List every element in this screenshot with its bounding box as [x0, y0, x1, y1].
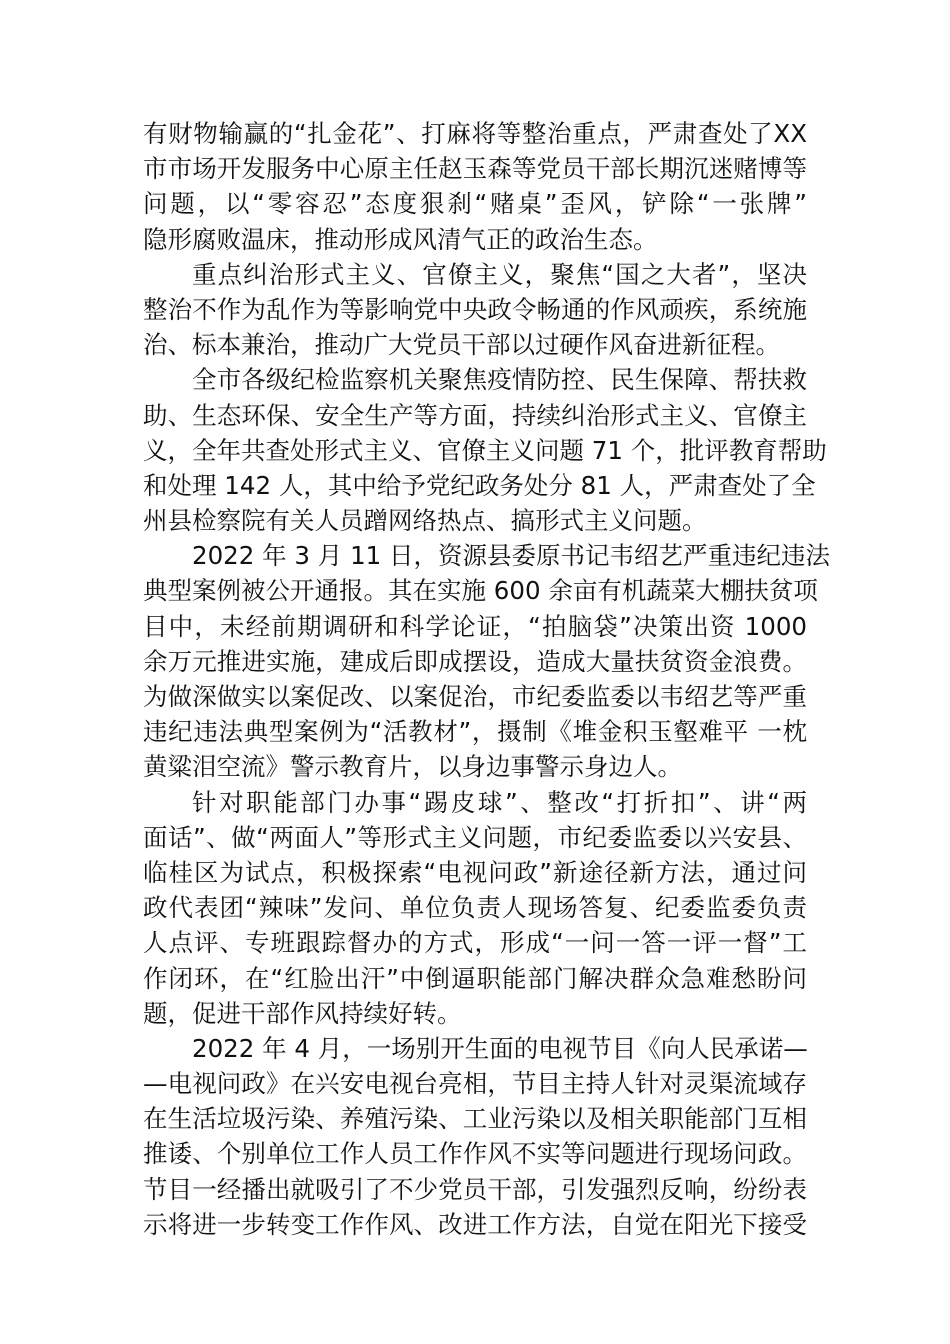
- text-line: 针对职能部门办事“踢皮球”、整改“打折扣”、讲“两: [192, 787, 807, 817]
- text-line: 目中，未经前期调研和科学论证，“拍脑袋”决策出资 1000: [143, 611, 807, 641]
- text-line: 重点纠治形式主义、官僚主义，聚焦“国之大者”，坚决: [192, 259, 807, 289]
- text-line: 义，全年共查处形式主义、官僚主义问题 71 个，批评教育帮助: [143, 435, 827, 465]
- text-line: 整治不作为乱作为等影响党中央政令畅通的作风顽疾，系统施: [143, 294, 807, 324]
- text-line: 推诿、个别单位工作人员工作作风不实等问题进行现场问政。: [143, 1139, 807, 1169]
- text-line: 治、标本兼治，推动广大党员干部以过硬作风奋进新征程。: [143, 330, 780, 360]
- text-line: 全市各级纪检监察机关聚焦疫情防控、民生保障、帮扶救: [192, 365, 807, 395]
- text-line: 2022 年 4 月，一场别开生面的电视节目《向人民承诺—: [192, 1033, 808, 1063]
- text-line: 助、生态环保、安全生产等方面，持续纠治形式主义、官僚主: [143, 400, 807, 430]
- text-line: 隐形腐败温床，推动形成风清气正的政治生态。: [143, 224, 658, 254]
- text-line: 2022 年 3 月 11 日，资源县委原书记韦绍艺严重违纪违法: [192, 541, 831, 571]
- text-line: 题，促进干部作风持续好转。: [143, 998, 462, 1028]
- text-line: 违纪违法典型案例为“活教材”，摄制《堆金积玉壑难平 一枕: [143, 717, 807, 747]
- text-line: 临桂区为试点，积极探索“电视问政”新途径新方法，通过问: [143, 857, 807, 887]
- text-line: 面话”、做“两面人”等形式主义问题，市纪委监委以兴安县、: [143, 822, 807, 852]
- text-line: 有财物输赢的“扎金花”、打麻将等整治重点，严肃查处了XX: [143, 119, 807, 148]
- text-line: 黄粱泪空流》警示教育片，以身边事警示身边人。: [143, 752, 682, 782]
- text-line: 作闭环，在“红脸出汗”中倒逼职能部门解决群众急难愁盼问: [143, 963, 807, 993]
- text-line: 人点评、专班跟踪督办的方式，形成“一问一答一评一督”工: [143, 928, 807, 958]
- text-line: 节目一经播出就吸引了不少党员干部，引发强烈反响，纷纷表: [143, 1174, 807, 1204]
- text-line: 问题，以“零容忍”态度狠刹“赌桌”歪风，铲除“一张牌”: [143, 189, 807, 219]
- body-text: [143, 116, 831, 1242]
- text-line: 为做深做实以案促改、以案促治，市纪委监委以韦绍艺等严重: [143, 682, 807, 711]
- text-line: 余万元推进实施，建成后即成摆设，造成大量扶贫资金浪费。: [143, 646, 807, 676]
- text-line: 在生活垃圾污染、养殖污染、工业污染以及相关职能部门互相: [143, 1104, 807, 1134]
- text-line: —电视问政》在兴安电视台亮相，节目主持人针对灵渠流域存: [143, 1069, 807, 1099]
- text-line: 典型案例被公开通报。其在实施 600 余亩有机蔬菜大棚扶贫项: [143, 576, 818, 606]
- text-line: 政代表团“辣味”发问、单位负责人现场答复、纪委监委负责: [143, 893, 807, 923]
- text-line: 市市场开发服务中心原主任赵玉森等党员干部长期沉迷赌博等: [143, 154, 807, 184]
- text-line: 和处理 142 人，其中给予党纪政务处分 81 人，严肃查处了全: [143, 470, 816, 500]
- text-line: 示将进一步转变工作作风、改进工作方法，自觉在阳光下接受: [143, 1209, 807, 1239]
- text-line: 州县检察院有关人员蹭网络热点、搞形式主义问题。: [143, 506, 707, 536]
